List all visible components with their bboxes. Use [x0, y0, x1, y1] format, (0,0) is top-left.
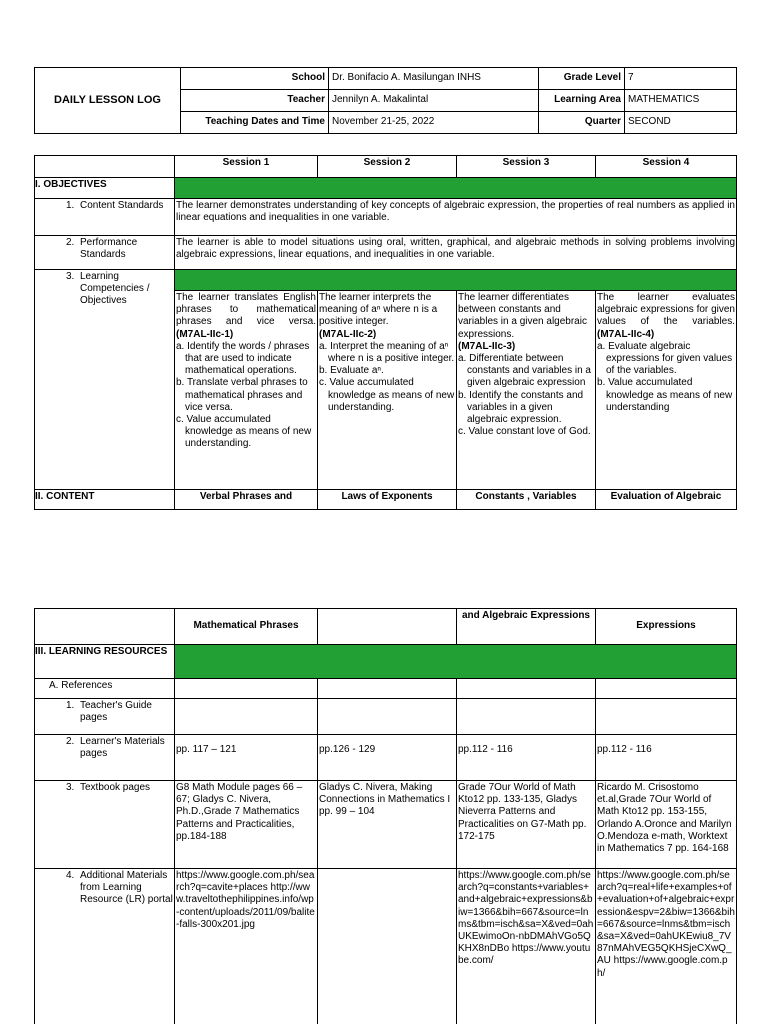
objective-item: b. Value accumulated knowledge as means of new understanding: [597, 377, 733, 413]
log-title: DAILY LESSON LOG: [35, 68, 181, 134]
empty-cell: [175, 679, 318, 699]
area-label: Learning Area: [539, 90, 625, 112]
session-4-header: Session 4: [596, 156, 737, 178]
session-3-header: Session 3: [457, 156, 596, 178]
objective-item: c. Value accumulated knowledge as means of new understanding.: [319, 377, 455, 413]
lm-session-4: pp.112 - 116: [596, 735, 737, 781]
objective-item: b. Translate verbal phrases to mathematical phrases and vice versa.: [176, 377, 308, 413]
empty-cell: [596, 699, 737, 735]
empty-cell: [596, 679, 737, 699]
am-session-2: [318, 869, 457, 1024]
am-session-4: https://www.google.com.ph/search?q=real+life+examples+of+evaluation+of+algebraic+expression&espv=2&biw=1366&bih=667&source=lnms&tbm=isch&sa=X&ved=0ahUKEwiu8_7V87nMAhVEG5QKHSjeCXwQ_AU https://www.google.com.ph/: [596, 869, 737, 1024]
blank-corner: [35, 156, 175, 178]
objective-item: c. Value constant love of God.: [458, 426, 591, 438]
learners-materials-label: 2. Learner's Materials pages: [35, 735, 175, 781]
objective-item: a. Interpret the meaning of aⁿ where n is a positive integer.: [319, 340, 455, 364]
lm-session-1: pp. 117 – 121: [175, 735, 318, 781]
resources-label: III. LEARNING RESOURCES: [35, 645, 175, 679]
session-4-content-bottom: Expressions: [596, 609, 737, 645]
session-4-objectives: The learner evaluates algebraic expressions for given values of the variables. (M7AL-IIc-4) a. Evaluate algebraic expressions for given values of the variables. b. Value accumulated knowledge as means of new understanding: [596, 291, 737, 490]
objective-item: b. Evaluate aⁿ.: [319, 365, 384, 377]
session-2-content-top: Laws of Exponents: [318, 490, 457, 510]
tb-session-1: G8 Math Module pages 66 – 67; Gladys C. Nivera, Ph.D.,Grade 7 Mathematics Patterns and Practicalities, pp.184-188: [175, 781, 318, 869]
blank-corner-2: [35, 609, 175, 645]
lesson-table: [34, 155, 737, 510]
lm-session-3: pp.112 - 116: [457, 735, 596, 781]
grade-value: 7: [625, 68, 737, 90]
empty-cell: [318, 699, 457, 735]
objective-item: a. Evaluate algebraic expressions for given values of the variables.: [597, 340, 733, 377]
tb-session-4: Ricardo M. Crisostomo et.al,Grade 7Our World of Math Kto12 pp. 153-155, Orlando A.Oronce and Marilyn O.Mendoza e-math, Worktext in Mathematics 7 pp. 164-168: [596, 781, 737, 869]
quarter-value: SECOND: [625, 112, 737, 134]
session-2-header: Session 2: [318, 156, 457, 178]
references-label: A. References: [35, 679, 175, 699]
session-1-objectives: The learner translates English phrases to mathematical phrases and vice versa. (M7AL-IIc-1) a. Identify the words / phrases that are used to indicate mathematical operations. b. Translate verbal phrases to mathematical phrases and vice versa. c. Value accumulated knowledge as means of new understanding.: [175, 291, 318, 490]
school-label: School: [181, 68, 329, 90]
empty-cell: [457, 699, 596, 735]
dates-value: November 21-25, 2022: [329, 112, 539, 134]
empty-cell: [175, 699, 318, 735]
session-2-content-bottom: [318, 609, 457, 645]
grade-label: Grade Level: [539, 68, 625, 90]
teacher-value: Jennilyn A. Makalintal: [329, 90, 539, 112]
objective-item: b. Identify the constants and variables in a given algebraic expression.: [458, 389, 584, 425]
performance-standards-label: 2. Performance Standards: [35, 236, 175, 270]
textbook-label: 3. Textbook pages: [35, 781, 175, 869]
area-value: MATHEMATICS: [625, 90, 737, 112]
competencies-label: 3. Learning Competencies / Objectives: [35, 270, 175, 490]
resources-bar: [175, 645, 737, 679]
am-session-3: https://www.google.com.ph/search?q=constants+variables+and+algebraic+expressions&biw=1366&bih=667&source=lnms&tbm=isch&sa=X&ved=0ahUKEwimoOn-nbDMAhVGo5QKHX8nDBo https://www.youtube.com/: [457, 869, 596, 1024]
objective-item: a. Differentiate between constants and variables in a given algebraic expression: [458, 352, 591, 389]
school-value: Dr. Bonifacio A. Masilungan INHS: [329, 68, 539, 90]
objective-item: a. Identify the words / phrases that are used to indicate mathematical operations.: [176, 340, 310, 377]
content-standards-text: The learner demonstrates understanding of key concepts of algebraic expression, the properties of real numbers as applied in linear equations and inequalities in one variable.: [175, 199, 737, 236]
lm-session-2: pp.126 - 129: [318, 735, 457, 781]
content-label: II. CONTENT: [35, 490, 175, 510]
lesson-table-continued: [34, 608, 737, 1024]
quarter-label: Quarter: [539, 112, 625, 134]
session-3-content-top: Constants , Variables: [457, 490, 596, 510]
session-3-content-bottom: and Algebraic Expressions: [457, 609, 596, 645]
session-1-header: Session 1: [175, 156, 318, 178]
performance-standards-text: The learner is able to model situations using oral, written, graphical, and algebraic methods in solving problems involving algebraic expressions, linear equations, and inequalities in one variable.: [175, 236, 737, 270]
objectives-label: I. OBJECTIVES: [35, 178, 175, 199]
header-table: [34, 67, 737, 134]
tb-session-3: Grade 7Our World of Math Kto12 pp. 133-135, Gladys Nieverra Patterns and Practicalities on G7-Math pp. 172-175: [457, 781, 596, 869]
session-3-objectives: The learner differentiates between constants and variables in a given algebraic expressions. (M7AL-IIc-3) a. Differentiate between constants and variables in a given algebraic expression b. Identify the constants and variables in a given algebraic expression. c. Value constant love of God.: [457, 291, 596, 490]
content-standards-label: 1. Content Standards: [35, 199, 175, 236]
tb-session-2: Gladys C. Nivera, Making Connections in Mathematics I pp. 99 – 104: [318, 781, 457, 869]
session-1-content-top: Verbal Phrases and: [175, 490, 318, 510]
am-session-1: https://www.google.com.ph/search?q=cavite+places http://www.traveltothephilippines.info/wp-content/uploads/2011/09/balite-falls-300x201.jpg: [175, 869, 318, 1024]
objective-item: c. Value accumulated knowledge as means of new understanding.: [176, 413, 312, 450]
empty-cell: [318, 679, 457, 699]
session-2-objectives: The learner interprets the meaning of aⁿ where n is a positive integer. (M7AL-IIc-2) a. Interpret the meaning of aⁿ where n is a positive integer. b. Evaluate aⁿ. c. Value accumulated knowledge as means of new understanding.: [318, 291, 457, 490]
empty-cell: [457, 679, 596, 699]
dates-label: Teaching Dates and Time: [181, 112, 329, 134]
teachers-guide-label: 1. Teacher's Guide pages: [35, 699, 175, 735]
teacher-label: Teacher: [181, 90, 329, 112]
session-1-content-bottom: Mathematical Phrases: [175, 609, 318, 645]
objectives-bar: [175, 178, 737, 199]
session-4-content-top: Evaluation of Algebraic: [596, 490, 737, 510]
additional-materials-label: 4. Additional Materials from Learning Resource (LR) portal: [35, 869, 175, 1024]
competencies-bar: [175, 270, 737, 291]
